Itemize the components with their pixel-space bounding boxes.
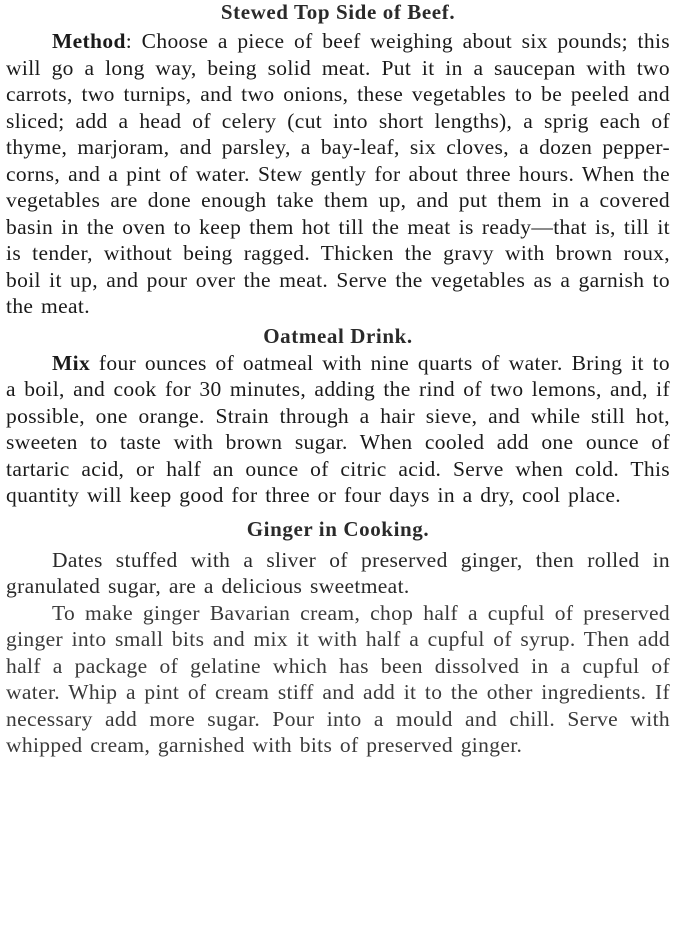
recipe-title-oatmeal-drink: Oatmeal Drink. [263,323,413,348]
recipe-text: : Choose a piece of beef weighing about six pounds; this will go a long way, being solid meat. Put it in a saucepan with two carrots, two turnips, and two onions, these vegetables to be peeled and sliced; add a head of celery (cut into short lengths), a sprig each of thyme, marjoram, and parsley, a bay-leaf, six cloves, a dozen pepper-corns, and a pint of water. Stew gently for about three hours. When the vegetables are done enough take them up, and put them in a covered basin in the oven to keep them hot till the meat is ready—that is, till it is tender, without being ragged. Thicken the gravy with brown roux, boil it up, and pour over the meat. Serve the vegetables as a garnish to the meat. [6,29,670,318]
recipe-lead-word: Mix [52,350,91,375]
recipe-body-ginger-cream: To make ginger Bavarian cream, chop half a cupful of preserved ginger into small bits and mix it with half a cupful of syrup. Then add half a package of gelatine which has been dissolved in a cupful of water. Whip a pint of cream stiff and add it to the other ingredients. If necessary add more sugar. Pour into a mould and chill. Serve with whipped cream, garnished with bits of preserved ginger. [6,600,670,757]
recipe-text: four ounces of oatmeal with nine quarts of water. Bring it to a boil, and cook for 30 minutes, adding the rind of two lemons, and, if possible, one orange. Strain through a hair sieve, and while still hot, sweeten to taste with brown sugar. When cooled add one ounce of tartaric acid, or half an ounce of citric acid. Serve when cold. This quantity will keep good for three or four days in a dry, cool place. [6,350,670,507]
recipe-title-ginger: Ginger in Cooking. [246,516,430,541]
recipe-lead-word: Method [52,29,126,53]
recipe-body-ginger-dates: Dates stuffed with a sliver of preserved ginger, then rolled in granulated sugar, are a delicious sweetmeat. [6,547,670,598]
recipe-body-oatmeal-drink [6,350,670,509]
recipe-title-stewed-beef: Stewed Top Side of Beef. [220,0,456,24]
recipe-body-stewed-beef [6,28,670,320]
